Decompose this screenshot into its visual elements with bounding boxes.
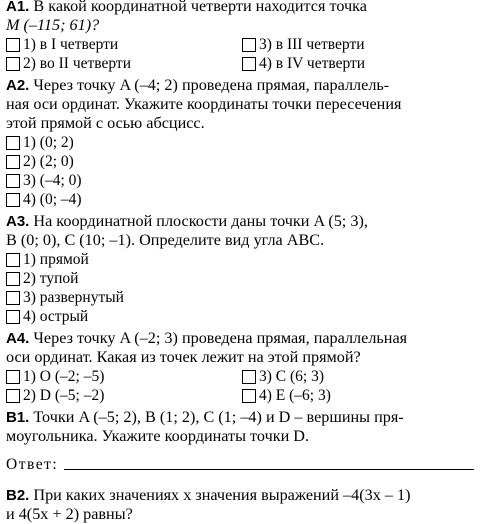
option-1[interactable] — [6, 133, 474, 152]
option-label: 4) E (–6; 3) — [259, 387, 331, 404]
answer-input-line[interactable] — [64, 469, 474, 470]
option-label: 2) (2; 0) — [23, 153, 74, 170]
option-label: 2) во II четверти — [23, 55, 131, 72]
question-code: A2. — [6, 77, 30, 94]
question-a4-line-1 — [6, 329, 474, 348]
checkbox-icon[interactable] — [242, 389, 256, 403]
checkbox-icon[interactable] — [6, 38, 20, 52]
question-text: В какой координатной четверти находится точка — [33, 0, 367, 15]
checkbox-icon[interactable] — [6, 193, 20, 207]
options-grid — [6, 35, 474, 73]
question-text: Через точку A (–4; 2) проведена прямая, параллель- — [33, 76, 390, 94]
checkbox-icon[interactable] — [6, 370, 20, 384]
option-3[interactable] — [242, 367, 331, 386]
checkbox-icon[interactable] — [242, 38, 256, 52]
option-1[interactable] — [6, 35, 242, 54]
question-a3 — [6, 212, 474, 326]
option-4[interactable] — [6, 190, 474, 209]
question-text: На координатной плоскости даны точки A (5; 3), — [33, 212, 368, 230]
question-a1-line-2 — [6, 16, 474, 35]
question-b1 — [6, 408, 474, 474]
question-b2-line-2: и 4(5x + 2) равны? — [6, 505, 133, 523]
question-text: При каких значениях x значения выражений –4(3x – 1) — [33, 486, 411, 504]
question-b1-line-2: моугольника. Укажите координаты точки D. — [6, 427, 310, 445]
options-column-right — [242, 367, 331, 405]
checkbox-icon[interactable] — [6, 253, 20, 267]
question-code: B2. — [6, 487, 30, 504]
checkbox-icon[interactable] — [6, 57, 20, 71]
option-label: 3) развернутый — [23, 289, 124, 306]
question-code: A3. — [6, 213, 30, 230]
question-text: M (–115; 61)? — [6, 16, 100, 34]
answer-field[interactable] — [6, 450, 474, 474]
option-1[interactable] — [6, 367, 242, 386]
question-a3-line-2: B (0; 0), C (10; –1). Определите вид угла ABC. — [6, 231, 325, 249]
options-column-left — [6, 367, 242, 405]
option-3[interactable] — [242, 35, 365, 54]
option-1[interactable] — [6, 250, 474, 269]
option-label: 1) O (–2; –5) — [23, 368, 105, 385]
option-label: 1) в I четверти — [23, 36, 119, 53]
question-b2 — [6, 486, 474, 524]
option-label: 2) тупой — [23, 270, 79, 287]
option-2[interactable] — [6, 152, 474, 171]
question-a2-line-1 — [6, 76, 474, 95]
option-label: 3) в III четверти — [259, 36, 365, 53]
option-3[interactable] — [6, 288, 474, 307]
checkbox-icon[interactable] — [6, 174, 20, 188]
option-label: 4) в IV четверти — [259, 55, 366, 72]
checkbox-icon[interactable] — [6, 389, 20, 403]
checkbox-icon[interactable] — [6, 272, 20, 286]
question-a3-line-1 — [6, 212, 474, 231]
checkbox-icon[interactable] — [6, 291, 20, 305]
option-label: 4) (0; –4) — [23, 191, 82, 208]
checkbox-icon[interactable] — [6, 310, 20, 324]
question-code: B1. — [6, 409, 30, 426]
answer-label: Ответ: — [6, 456, 59, 473]
question-b1-line-1 — [6, 408, 474, 427]
option-4[interactable] — [242, 386, 331, 405]
option-3[interactable] — [6, 171, 474, 190]
option-2[interactable] — [6, 269, 474, 288]
question-a2-line-3: этой прямой с осью абсцисс. — [6, 114, 205, 132]
checkbox-icon[interactable] — [6, 155, 20, 169]
question-code: A4. — [6, 330, 30, 347]
question-a1 — [6, 0, 474, 73]
option-2[interactable] — [6, 386, 242, 405]
question-a4 — [6, 329, 474, 405]
option-label: 4) острый — [23, 308, 89, 325]
question-code: A1. — [6, 0, 30, 15]
checkbox-icon[interactable] — [242, 370, 256, 384]
checkbox-icon[interactable] — [242, 57, 256, 71]
option-2[interactable] — [6, 54, 242, 73]
options-grid — [6, 367, 474, 405]
option-label: 3) C (6; 3) — [259, 368, 325, 385]
options-column-left — [6, 35, 242, 73]
option-label: 2) D (–5; –2) — [23, 387, 105, 404]
question-text: Через точку A (–2; 3) проведена прямая, параллельная — [33, 329, 408, 347]
question-a2-line-2: ная оси ординат. Укажите координаты точки пересечения — [6, 95, 402, 113]
question-a1-line-1 — [6, 0, 474, 16]
option-4[interactable] — [242, 54, 365, 73]
checkbox-icon[interactable] — [6, 136, 20, 150]
option-label: 3) (–4; 0) — [23, 172, 82, 189]
question-b2-line-1 — [6, 486, 474, 505]
option-label: 1) (0; 2) — [23, 134, 74, 151]
option-4[interactable] — [6, 307, 474, 326]
question-a2 — [6, 76, 474, 209]
option-label: 1) прямой — [23, 251, 89, 268]
question-text: Точки A (–5; 2), B (1; 2), C (1; –4) и D – вершины пря- — [33, 408, 404, 426]
options-column-right — [242, 35, 365, 73]
question-a4-line-2: оси ординат. Какая из точек лежит на этой прямой? — [6, 348, 361, 366]
